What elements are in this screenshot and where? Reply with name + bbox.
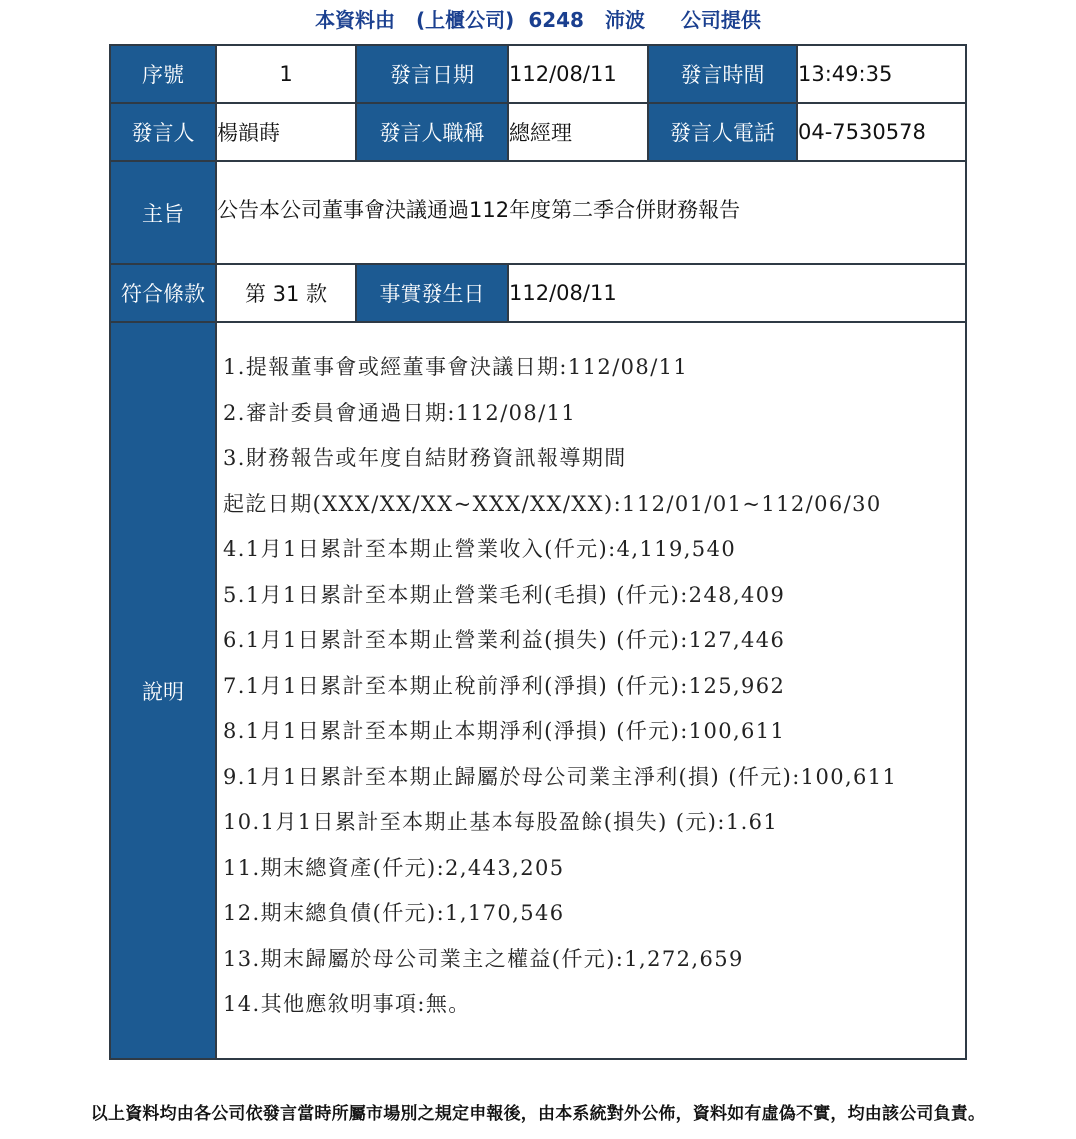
speaker-title-value: 總經理 [508, 103, 648, 161]
date-value: 112/08/11 [508, 45, 648, 103]
speaker-phone-value: 04-7530578 [797, 103, 966, 161]
date-label: 發言日期 [356, 45, 508, 103]
row-subject [110, 161, 966, 264]
speaker-title-label: 發言人職稱 [356, 103, 508, 161]
clause-value: 第 31 款 [216, 264, 356, 322]
header-suffix: 公司提供 [680, 8, 761, 32]
header-company-name: 沛波 [604, 8, 645, 32]
description-line: 起訖日期(XXX/XX/XX~XXX/XX/XX):112/01/01~112/06/30 [223, 491, 882, 516]
description-line: 4.1月1日累計至本期止營業收入(仟元):4,119,540 [223, 537, 737, 561]
seq-value: 1 [216, 45, 356, 103]
description-line: 3.財務報告或年度自結財務資訊報導期間 [223, 446, 627, 470]
description-line: 5.1月1日累計至本期止營業毛利(毛損) (仟元):248,409 [223, 582, 786, 607]
event-date-value: 112/08/11 [508, 264, 966, 322]
description-line: 11.期末總資產(仟元):2,443,205 [223, 855, 565, 880]
description-line: 9.1月1日累計至本期止歸屬於母公司業主淨利(損) (仟元):100,611 [223, 764, 898, 789]
page-header [0, 4, 1076, 33]
speaker-label: 發言人 [110, 103, 216, 161]
speaker-phone-label: 發言人電話 [648, 103, 797, 161]
seq-label: 序號 [110, 45, 216, 103]
subject-label: 主旨 [110, 161, 216, 264]
time-value: 13:49:35 [797, 45, 966, 103]
description-line: 14.其他應敘明事項:無。 [223, 992, 471, 1016]
subject-value: 公告本公司董事會決議通過112年度第二季合併財務報告 [216, 161, 966, 264]
announcement-table [109, 44, 967, 1060]
time-label: 發言時間 [648, 45, 797, 103]
row-sequence-date-time [110, 45, 966, 103]
description-line: 8.1月1日累計至本期止本期淨利(淨損) (仟元):100,611 [223, 719, 786, 743]
description-label: 說明 [110, 322, 216, 1059]
description-line: 6.1月1日累計至本期止營業利益(損失) (仟元):127,446 [223, 628, 786, 652]
clause-label: 符合條款 [110, 264, 216, 322]
row-description [110, 322, 966, 1059]
description-line: 1.提報董事會或經董事會決議日期:112/08/11 [223, 355, 689, 379]
description-body [216, 322, 966, 1059]
disclaimer-footer: 以上資料均由各公司依發言當時所屬市場別之規定申報後，由本系統對外公佈，資料如有虛偽不實，均由該公司負責。 [90, 1104, 986, 1124]
description-line: 13.期末歸屬於母公司業主之權益(仟元):1,272,659 [223, 946, 744, 971]
row-speaker [110, 103, 966, 161]
header-code: 6248 [528, 8, 584, 32]
header-company-type: (上櫃公司) [416, 8, 515, 32]
description-line: 2.審計委員會通過日期:112/08/11 [223, 400, 577, 425]
description-line: 12.期末總負債(仟元):1,170,546 [223, 901, 565, 925]
event-date-label: 事實發生日 [356, 264, 508, 322]
row-clause [110, 264, 966, 322]
speaker-value: 楊韻蒔 [216, 103, 356, 161]
description-line: 7.1月1日累計至本期止稅前淨利(淨損) (仟元):125,962 [223, 673, 786, 698]
header-prefix: 本資料由 [315, 8, 396, 32]
description-line: 10.1月1日累計至本期止基本每股盈餘(損失) (元):1.61 [223, 810, 779, 834]
